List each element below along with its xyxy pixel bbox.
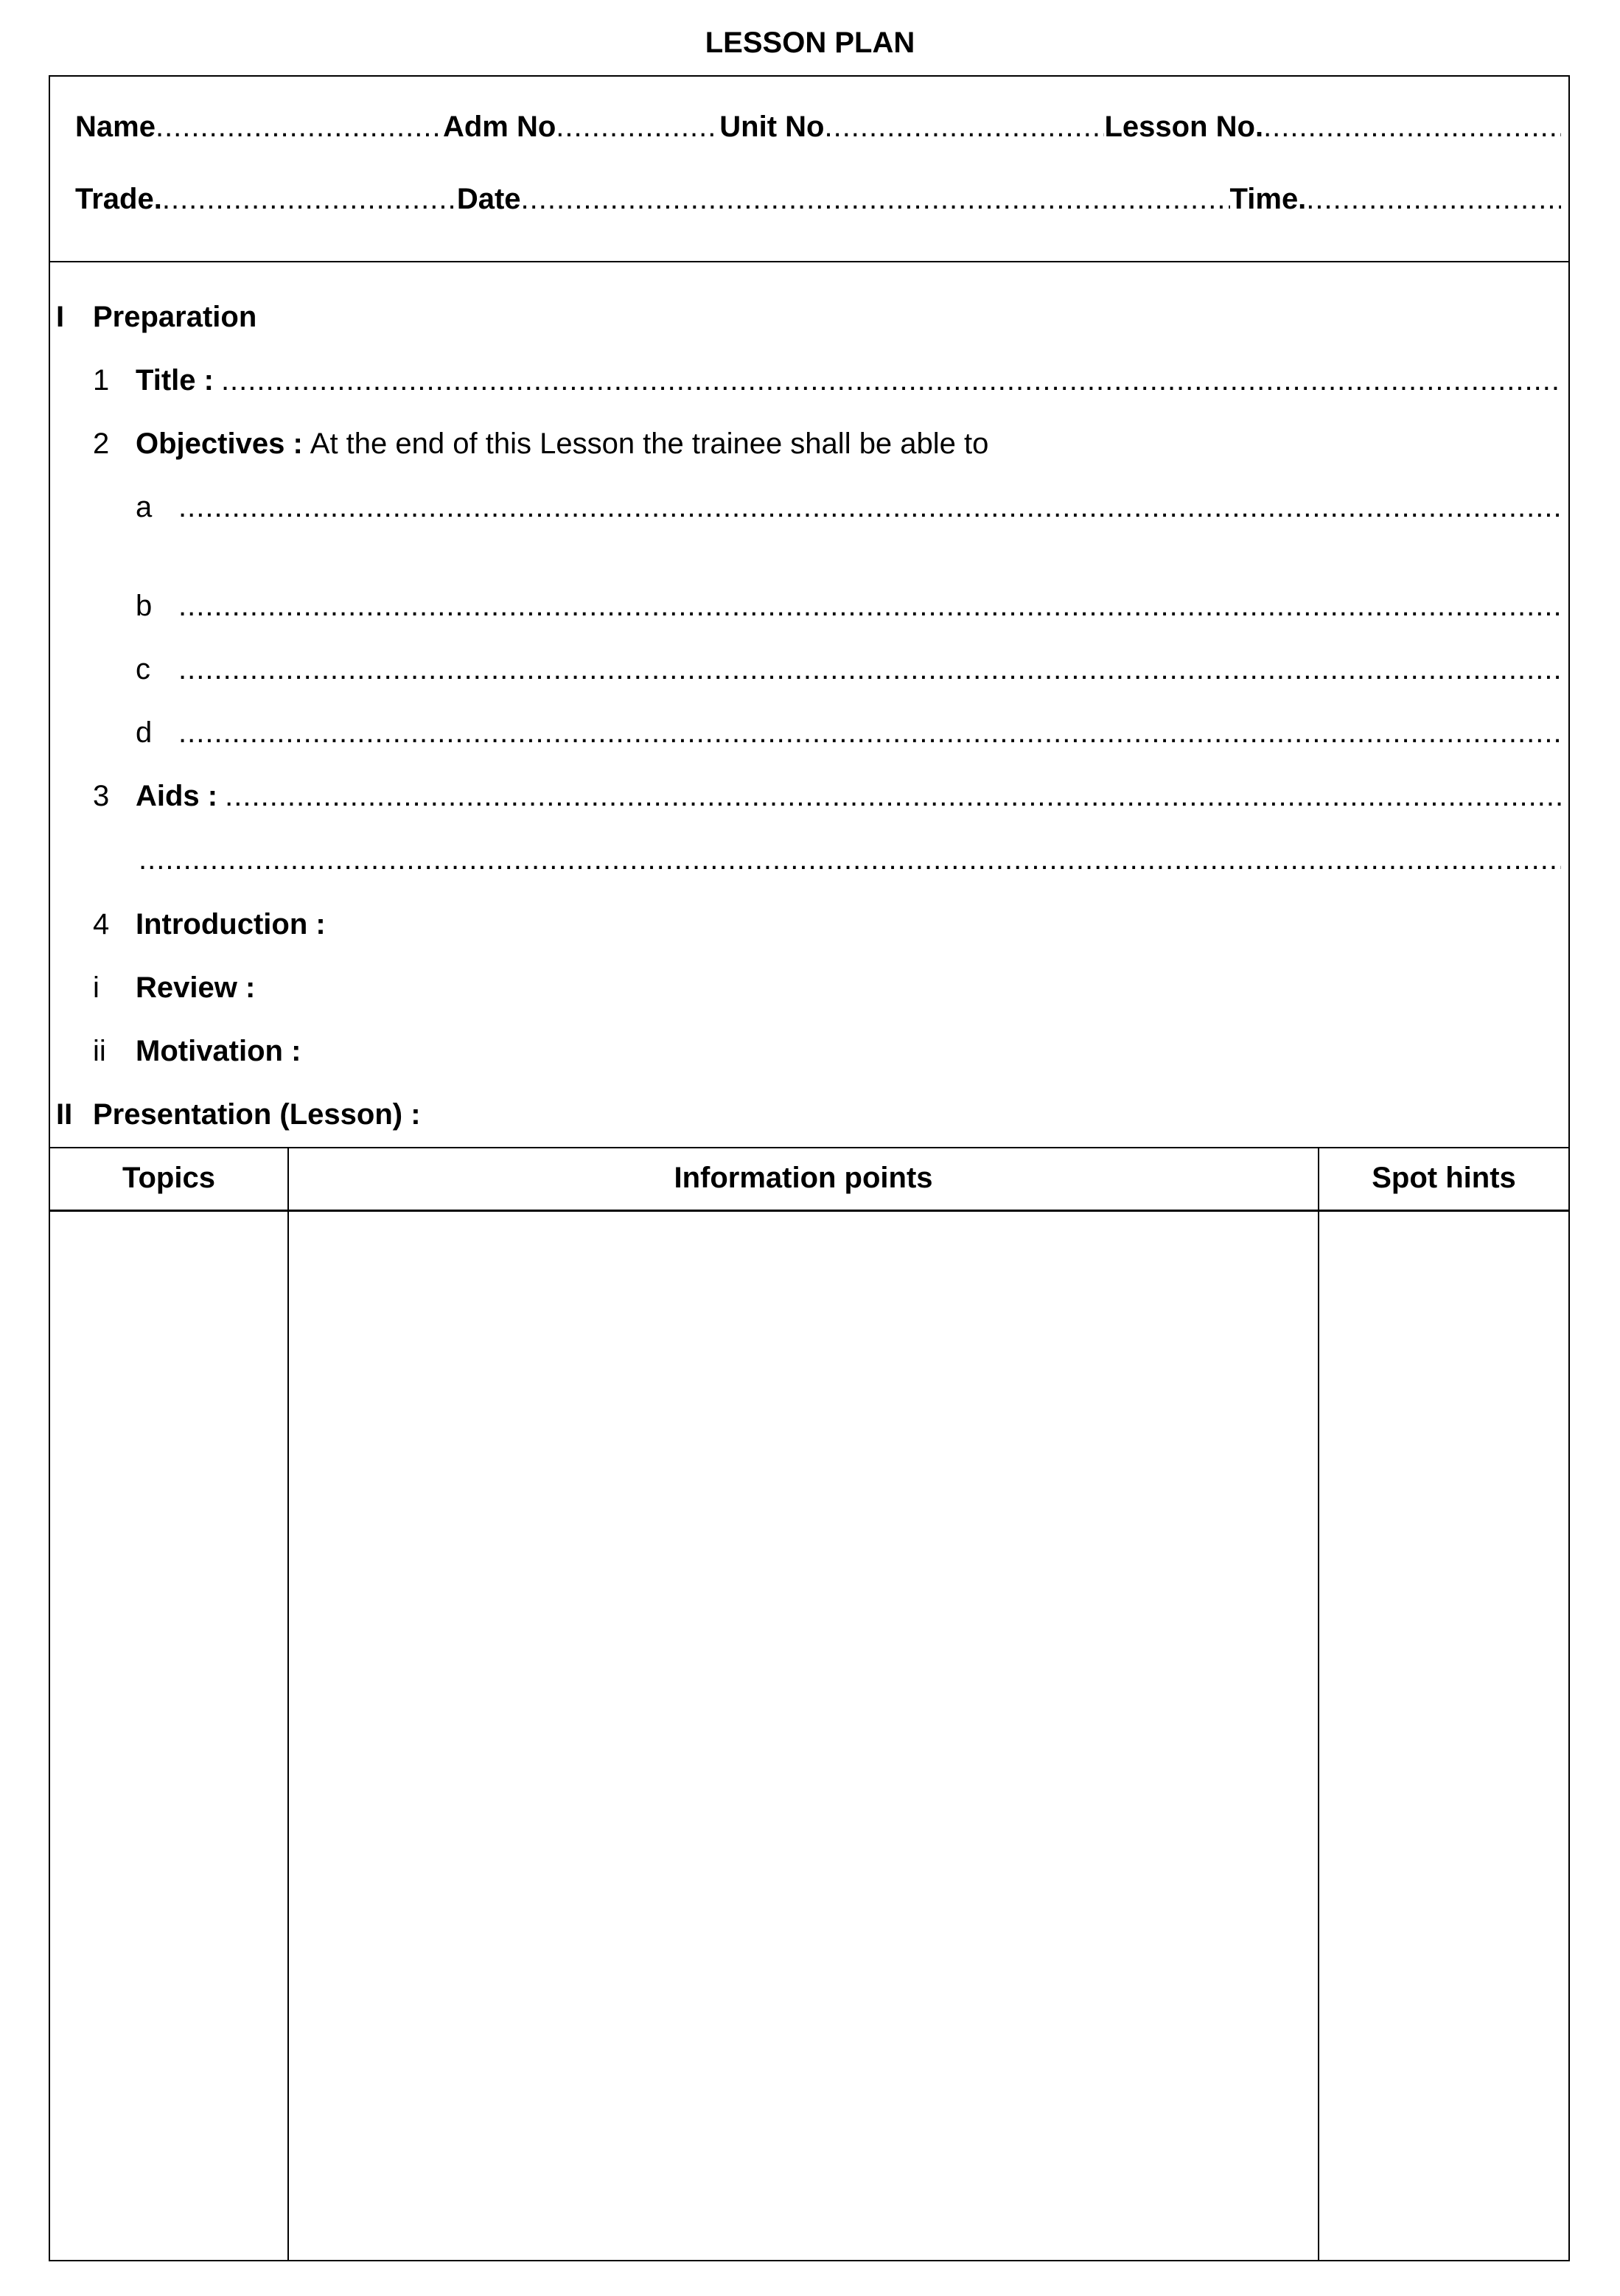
objective-c-field[interactable] [178,653,1561,686]
review-label: Review : [136,971,256,1004]
review-num: i [93,971,99,1004]
objective-a-field[interactable] [178,491,1561,524]
date-field[interactable] [521,183,1230,216]
objectives-label: Objectives : [136,428,303,460]
motivation-row [50,1035,1561,1068]
preparation-roman: I [56,301,65,333]
motivation-num: ii [93,1035,106,1067]
adm-no-label: Adm No [442,111,556,143]
unit-no-field[interactable] [824,111,1104,144]
trade-field[interactable] [162,183,457,216]
objective-d-row [50,716,1561,750]
objectives-row [50,428,1561,461]
lesson-no-label: Lesson No. [1104,111,1264,143]
introduction-num: 4 [93,908,110,941]
preparation-heading [50,301,1561,334]
objective-c-letter: c [136,653,150,685]
time-field[interactable] [1306,183,1561,216]
review-row [50,971,1561,1005]
title-field[interactable] [221,364,1561,397]
introduction-row [50,908,1561,941]
lesson-plan-form [49,75,1570,2261]
adm-no-field[interactable] [556,111,719,144]
presentation-heading [50,1098,1561,1131]
objective-b-letter: b [136,590,153,622]
trade-label: Trade. [75,183,162,215]
aids-row [50,780,1561,813]
objective-b-field[interactable] [178,590,1561,623]
column-header-information-points [289,1148,1319,1210]
preparation-heading-text: Preparation [93,301,257,333]
unit-no-label: Unit No [719,111,825,143]
header-row-2 [75,183,1561,216]
presentation-roman: II [56,1098,73,1131]
presentation-heading-text: Presentation (Lesson) : [93,1098,421,1131]
aids-field-line-2[interactable] [139,843,1561,876]
title-num: 1 [93,364,110,397]
topics-header-text: Topics [122,1162,215,1194]
lesson-no-field[interactable] [1263,111,1561,144]
aids-field[interactable] [225,780,1561,813]
column-header-spot-hints [1319,1148,1568,1210]
objective-a-row [50,491,1561,524]
header-fields-section [50,77,1568,262]
document-title: LESSON PLAN [705,27,915,59]
objective-d-field[interactable] [178,716,1561,750]
name-label: Name [75,111,156,143]
introduction-label: Introduction : [136,908,326,941]
header-row-1 [75,111,1561,144]
title-label: Title : [136,364,214,397]
topics-cell[interactable] [50,1212,289,2260]
name-field[interactable] [156,111,443,144]
title-row [50,364,1561,397]
spot-hints-cell[interactable] [1319,1212,1568,2260]
presentation-table [50,1147,1568,2260]
objective-a-letter: a [136,491,153,523]
column-header-topics [50,1148,289,1210]
information-points-header-text: Information points [674,1162,933,1194]
table-body [50,1212,1568,2260]
aids-num: 3 [93,780,110,812]
table-header [50,1148,1568,1212]
time-label: Time. [1229,183,1307,215]
objective-c-row [50,653,1561,686]
objectives-num: 2 [93,428,110,460]
objective-d-letter: d [136,716,153,749]
aids-continuation-row [50,843,1561,876]
objective-b-row [50,590,1561,623]
information-points-cell[interactable] [289,1212,1319,2260]
spot-hints-header-text: Spot hints [1372,1162,1516,1194]
motivation-label: Motivation : [136,1035,301,1067]
date-label: Date [456,183,521,215]
aids-label: Aids : [136,780,218,812]
objectives-text: At the end of this Lesson the trainee shall be able to [310,428,989,460]
